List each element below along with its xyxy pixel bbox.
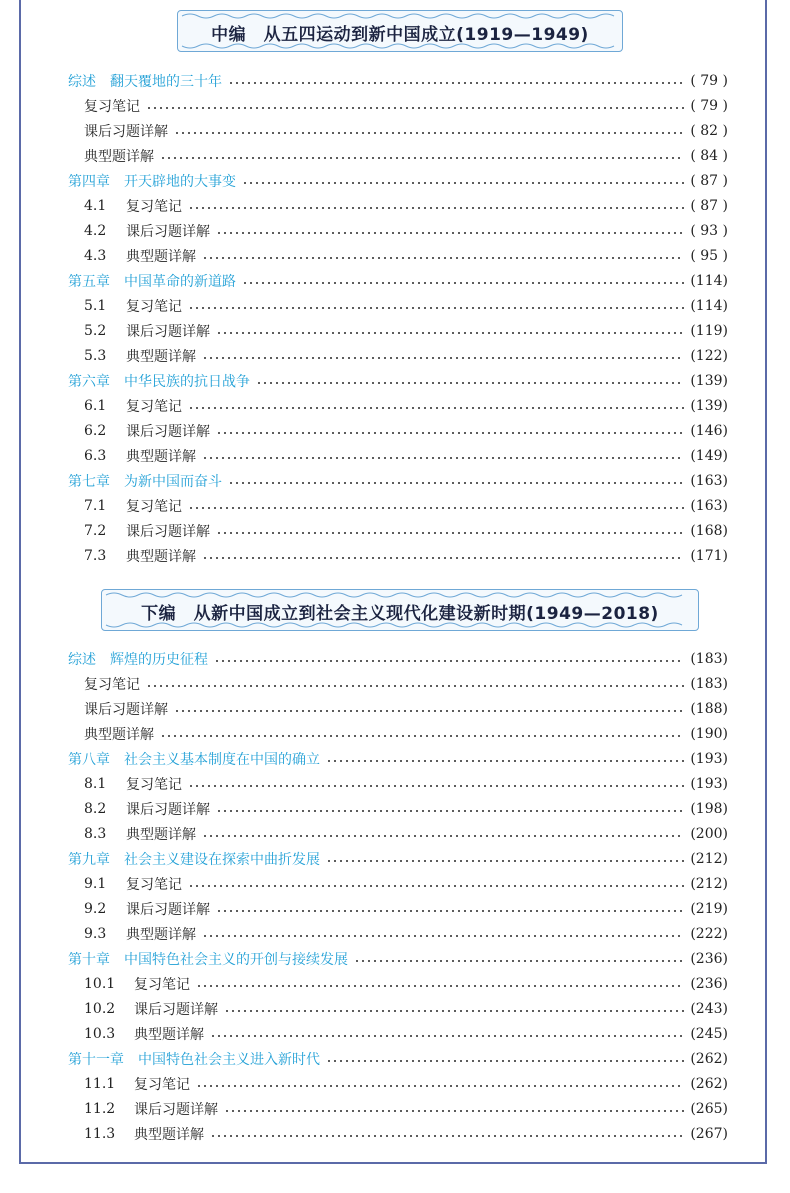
toc-subsection-row[interactable] — [84, 1098, 728, 1120]
toc-page — [19, 0, 767, 1164]
toc-page-number: (245) — [690, 1026, 728, 1042]
toc-entry-label: 典型题详解 — [84, 727, 154, 743]
leader-dots — [146, 685, 684, 687]
toc-entry-label: 课后习题详解 — [126, 424, 210, 440]
toc-chapter-row[interactable] — [68, 170, 728, 192]
toc-entry-number: 第六章 — [68, 374, 110, 390]
leader-dots — [216, 532, 684, 534]
leader-dots — [214, 660, 684, 662]
toc-entry-number: 第七章 — [68, 474, 110, 490]
toc-entry-number: 5.1 — [84, 298, 107, 314]
toc-chapter-row[interactable] — [68, 848, 728, 870]
toc-subsection-row[interactable] — [84, 420, 728, 442]
toc-page-number: (200) — [690, 826, 728, 842]
toc-page-number: (171) — [690, 548, 728, 564]
toc-entry-label: 典型题详解 — [126, 249, 196, 265]
toc-entry-label: 社会主义基本制度在中国的确立 — [124, 752, 320, 768]
toc-chapter-row[interactable] — [68, 648, 728, 670]
leader-dots — [188, 307, 684, 309]
leader-dots — [202, 257, 684, 259]
toc-page-number: (222) — [690, 926, 728, 942]
leader-dots — [326, 1060, 684, 1062]
toc-subsection-row[interactable] — [84, 445, 728, 467]
toc-entry-label: 复习笔记 — [134, 1077, 190, 1093]
leader-dots — [216, 910, 684, 912]
toc-entry-number: 11.3 — [84, 1126, 116, 1142]
toc-page-number: (267) — [690, 1126, 728, 1142]
toc-subsection-row[interactable] — [84, 773, 728, 795]
toc-entry-label: 典型题详解 — [126, 449, 196, 465]
toc-subsection-row[interactable] — [84, 1073, 728, 1095]
toc-entry-number: 第四章 — [68, 174, 110, 190]
toc-entry-label: 典型题详解 — [134, 1027, 204, 1043]
toc-entry-label: 翻天覆地的三十年 — [110, 74, 222, 90]
toc-entry-label: 复习笔记 — [126, 877, 182, 893]
toc-entry-label: 课后习题详解 — [134, 1102, 218, 1118]
leader-dots — [216, 810, 684, 812]
toc-entry-label: 典型题详解 — [134, 1127, 204, 1143]
toc-entry-number: 9.2 — [84, 901, 107, 917]
leader-dots — [216, 332, 684, 334]
toc-entry-label: 典型题详解 — [126, 927, 196, 943]
toc-entry-label: 典型题详解 — [126, 349, 196, 365]
leader-dots — [174, 710, 684, 712]
toc-entry-number: 第五章 — [68, 274, 110, 290]
toc-subsection-row[interactable] — [84, 823, 728, 845]
leader-dots — [210, 1035, 684, 1037]
toc-page-number: (193) — [690, 776, 728, 792]
toc-page-number: ( 87 ) — [690, 173, 728, 189]
toc-page-number: (139) — [690, 373, 728, 389]
toc-entry-label: 课后习题详解 — [126, 324, 210, 340]
toc-entry-label: 复习笔记 — [126, 777, 182, 793]
toc-entry-label: 典型题详解 — [126, 549, 196, 565]
toc-subsection-row[interactable] — [84, 673, 728, 695]
toc-page-number: (212) — [690, 851, 728, 867]
toc-chapter-row[interactable] — [68, 948, 728, 970]
toc-entry-number: 第十章 — [68, 952, 110, 968]
toc-entry-label: 复习笔记 — [126, 299, 182, 315]
toc-entry-number: 5.3 — [84, 348, 107, 364]
toc-subsection-row[interactable] — [84, 798, 728, 820]
leader-dots — [224, 1010, 684, 1012]
toc-entry-label: 复习笔记 — [84, 99, 140, 115]
toc-subsection-row[interactable] — [84, 973, 728, 995]
section-title: 下编 从新中国成立到社会主义现代化建设新时期(1949—2018) — [141, 604, 659, 624]
toc-page-number: (236) — [690, 951, 728, 967]
leader-dots — [202, 557, 684, 559]
toc-chapter-row[interactable] — [68, 70, 728, 92]
toc-entry-label: 课后习题详解 — [126, 524, 210, 540]
toc-page-number: (139) — [690, 398, 728, 414]
toc-entry-number: 综述 — [68, 74, 96, 90]
toc-chapter-row[interactable] — [68, 270, 728, 292]
toc-chapter-row[interactable] — [68, 1048, 728, 1070]
toc-page-number: (183) — [690, 676, 728, 692]
toc-subsection-row[interactable] — [84, 898, 728, 920]
toc-subsection-row[interactable] — [84, 698, 728, 720]
toc-subsection-row[interactable] — [84, 495, 728, 517]
toc-entry-number: 11.1 — [84, 1076, 116, 1092]
toc-entry-label: 课后习题详解 — [84, 702, 168, 718]
toc-page-number: (188) — [690, 701, 728, 717]
toc-entry-number: 4.1 — [84, 198, 107, 214]
leader-dots — [188, 407, 684, 409]
section-banner-middle — [177, 10, 623, 52]
leader-dots — [146, 107, 684, 109]
toc-page-number: ( 79 ) — [690, 73, 728, 89]
toc-page-number: ( 93 ) — [690, 223, 728, 239]
toc-entry-label: 中华民族的抗日战争 — [124, 374, 250, 390]
leader-dots — [326, 760, 684, 762]
toc-page-number: ( 82 ) — [690, 123, 728, 139]
toc-entry-label: 课后习题详解 — [126, 224, 210, 240]
toc-entry-number: 7.3 — [84, 548, 107, 564]
toc-entry-label: 复习笔记 — [126, 199, 182, 215]
leader-dots — [160, 157, 684, 159]
toc-entry-label: 社会主义建设在探索中曲折发展 — [124, 852, 320, 868]
toc-page-number: (198) — [690, 801, 728, 817]
toc-entry-number: 10.2 — [84, 1001, 116, 1017]
toc-page-number: (163) — [690, 498, 728, 514]
toc-entry-number: 9.3 — [84, 926, 107, 942]
toc-page-number: (114) — [690, 298, 728, 314]
toc-page-number: (262) — [690, 1051, 728, 1067]
toc-page-number: (190) — [690, 726, 728, 742]
toc-entry-number: 综述 — [68, 652, 96, 668]
toc-subsection-row[interactable] — [84, 145, 728, 167]
leader-dots — [174, 132, 684, 134]
toc-subsection-row[interactable] — [84, 395, 728, 417]
leader-dots — [224, 1110, 684, 1112]
toc-page-number: ( 84 ) — [690, 148, 728, 164]
leader-dots — [202, 457, 684, 459]
toc-subsection-row[interactable] — [84, 95, 728, 117]
leader-dots — [242, 182, 684, 184]
toc-subsection-row[interactable] — [84, 320, 728, 342]
toc-chapter-row[interactable] — [68, 370, 728, 392]
toc-entry-label: 中国特色社会主义的开创与接续发展 — [124, 952, 348, 968]
toc-entry-number: 5.2 — [84, 323, 107, 339]
toc-entry-number: 4.2 — [84, 223, 107, 239]
leader-dots — [202, 357, 684, 359]
toc-entry-number: 10.1 — [84, 976, 116, 992]
toc-entry-number: 8.2 — [84, 801, 107, 817]
leader-dots — [210, 1135, 684, 1137]
leader-dots — [228, 82, 684, 84]
toc-entry-number: 6.3 — [84, 448, 107, 464]
toc-entry-label: 复习笔记 — [126, 399, 182, 415]
leader-dots — [228, 482, 684, 484]
toc-subsection-row[interactable] — [84, 195, 728, 217]
section-title: 中编 从五四运动到新中国成立(1919—1949) — [211, 25, 589, 45]
toc-subsection-row[interactable] — [84, 1123, 728, 1145]
toc-entry-number: 10.3 — [84, 1026, 116, 1042]
toc-page-number: (146) — [690, 423, 728, 439]
toc-entry-label: 课后习题详解 — [134, 1002, 218, 1018]
toc-page-number: (212) — [690, 876, 728, 892]
toc-subsection-row[interactable] — [84, 345, 728, 367]
toc-entry-number: 8.1 — [84, 776, 107, 792]
toc-page-number: (183) — [690, 651, 728, 667]
toc-entry-label: 开天辟地的大事变 — [124, 174, 236, 190]
toc-subsection-row[interactable] — [84, 220, 728, 242]
toc-entry-label: 课后习题详解 — [126, 802, 210, 818]
toc-entry-label: 课后习题详解 — [126, 902, 210, 918]
toc-page-number: (163) — [690, 473, 728, 489]
toc-page-number: (149) — [690, 448, 728, 464]
section-banner-lower — [101, 589, 699, 631]
toc-page-number: ( 79 ) — [690, 98, 728, 114]
toc-subsection-row[interactable] — [84, 120, 728, 142]
toc-entry-label: 为新中国而奋斗 — [124, 474, 222, 490]
toc-subsection-row[interactable] — [84, 545, 728, 567]
toc-page-number: (236) — [690, 976, 728, 992]
toc-entry-label: 典型题详解 — [126, 827, 196, 843]
toc-entry-label: 典型题详解 — [84, 149, 154, 165]
leader-dots — [160, 735, 684, 737]
toc-entry-number: 7.2 — [84, 523, 107, 539]
toc-page-number: (262) — [690, 1076, 728, 1092]
leader-dots — [256, 382, 684, 384]
leader-dots — [188, 785, 684, 787]
leader-dots — [196, 985, 684, 987]
toc-subsection-row[interactable] — [84, 295, 728, 317]
toc-entry-label: 课后习题详解 — [84, 124, 168, 140]
toc-chapter-row[interactable] — [68, 470, 728, 492]
toc-subsection-row[interactable] — [84, 245, 728, 267]
leader-dots — [196, 1085, 684, 1087]
toc-page-number: ( 87 ) — [690, 198, 728, 214]
leader-dots — [354, 960, 684, 962]
toc-page-number: ( 95 ) — [690, 248, 728, 264]
leader-dots — [216, 432, 684, 434]
leader-dots — [188, 507, 684, 509]
toc-entry-label: 辉煌的历史征程 — [110, 652, 208, 668]
leader-dots — [202, 835, 684, 837]
toc-entry-number: 第九章 — [68, 852, 110, 868]
toc-entry-number: 11.2 — [84, 1101, 116, 1117]
toc-entry-number: 6.2 — [84, 423, 107, 439]
toc-subsection-row[interactable] — [84, 923, 728, 945]
toc-entry-label: 复习笔记 — [126, 499, 182, 515]
toc-entry-number: 8.3 — [84, 826, 107, 842]
leader-dots — [242, 282, 684, 284]
toc-subsection-row[interactable] — [84, 520, 728, 542]
leader-dots — [326, 860, 684, 862]
toc-page-number: (243) — [690, 1001, 728, 1017]
leader-dots — [188, 207, 684, 209]
toc-entry-label: 中国革命的新道路 — [124, 274, 236, 290]
toc-page-number: (122) — [690, 348, 728, 364]
toc-page-number: (168) — [690, 523, 728, 539]
leader-dots — [188, 885, 684, 887]
toc-entry-number: 第十一章 — [68, 1052, 124, 1068]
toc-subsection-row[interactable] — [84, 1023, 728, 1045]
toc-subsection-row[interactable] — [84, 873, 728, 895]
toc-entry-number: 7.1 — [84, 498, 107, 514]
toc-entry-number: 9.1 — [84, 876, 107, 892]
toc-entry-number: 4.3 — [84, 248, 107, 264]
toc-page-number: (265) — [690, 1101, 728, 1117]
toc-chapter-row[interactable] — [68, 748, 728, 770]
toc-entry-label: 复习笔记 — [134, 977, 190, 993]
toc-entry-number: 第八章 — [68, 752, 110, 768]
toc-page-number: (193) — [690, 751, 728, 767]
toc-page-number: (119) — [690, 323, 728, 339]
leader-dots — [202, 935, 684, 937]
toc-entry-label: 复习笔记 — [84, 677, 140, 693]
toc-subsection-row[interactable] — [84, 723, 728, 745]
leader-dots — [216, 232, 684, 234]
toc-entry-label: 中国特色社会主义进入新时代 — [138, 1052, 320, 1068]
toc-subsection-row[interactable] — [84, 998, 728, 1020]
toc-page-number: (114) — [690, 273, 728, 289]
toc-page-number: (219) — [690, 901, 728, 917]
toc-entry-number: 6.1 — [84, 398, 107, 414]
